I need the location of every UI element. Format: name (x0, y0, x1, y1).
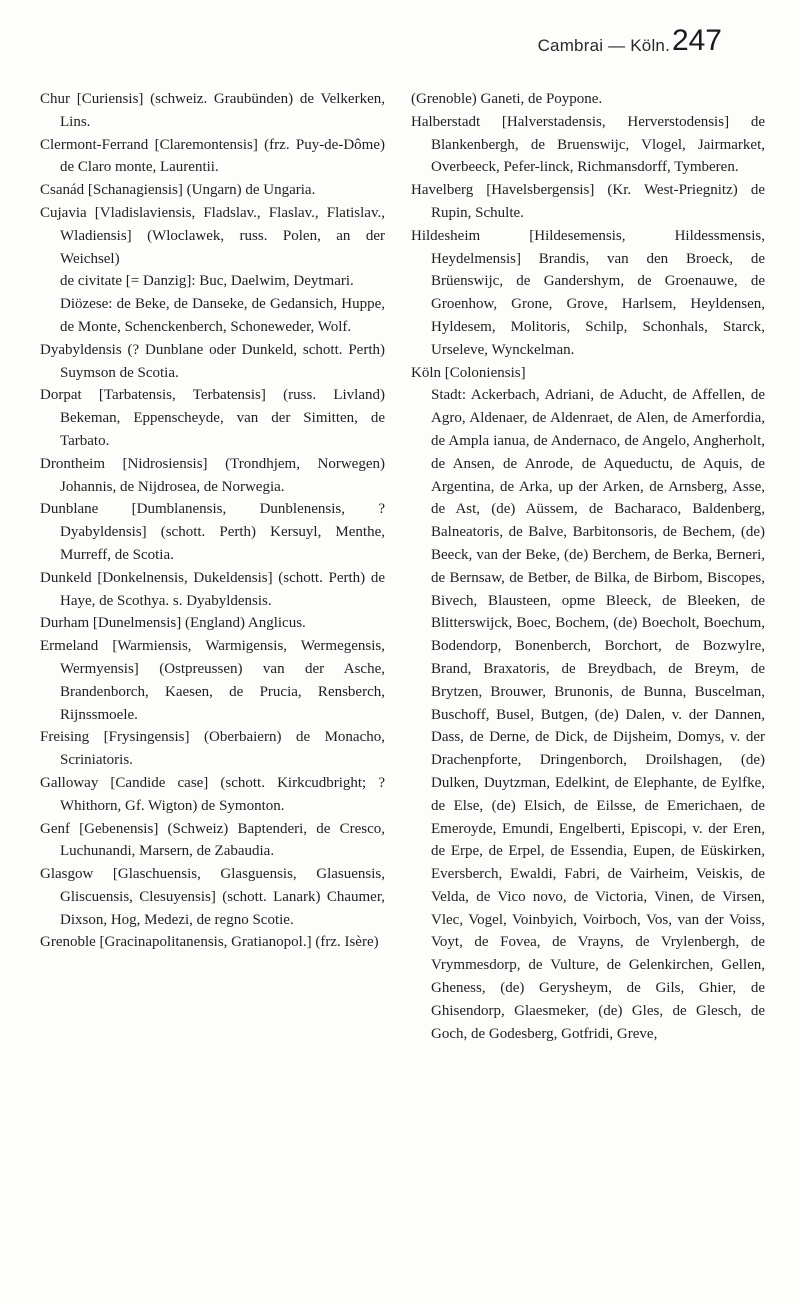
entry-koeln-stadt: Stadt: Ackerbach, Adriani, de Aducht, de Affellen, de Agro, Aldenaer, de Aldenraet, de Alen, de Amerfordia, de Ampla ianua, de Andernaco, de Angelo, Angherholt, de Ansen, de Anrode, de Aqueductu, de Aquis, de Argentina, de Arka, up der Arken, de Arnsberg, Asse, de Ast, (de) Aüssem, de Bacharaco, Baldenberg, Balneatoris, de Balve, Barbitonsoris, de Bechem, (de) Beeck, van der Beke, (de) Berchem, de Berka, Berneri, de Bernsaw, de Betber, de Bilka, de Birbom, Biscopes, Bivech, Blausteen, opme Bleeck, de Bleeken, de Blitterswijck, Boec, Bochem, (de) Boecholt, Boechum, Bodendorp, Bonenberch, Borchort, de Bozwylre, Brand, Braxatoris, de Breydbach, de Breym, de Brytzen, Brouwer, Brunonis, de Bunna, Buscelman, Buschoff, Busel, Butgen, (de) Dalen, v. der Dannen, Dass, de Derne, de Dick, de Dijsheim, Domys, v. der Drachenpforte, Dringenborch, Droilshagen, (de) Dulken, Duytzman, Edelkint, de Elephante, de Eylfke, de Else, (de) Elsich, de Eilsse, de Emerichaen, de Emeroyde, Emundi, Engelberti, Episcopi, v. der Eren, de Erpe, de Erpel, de Essendia, Eupen, de Eüskirken, Eversberch, Ewaldi, Fabri, de Vairheim, Veiskis, de Velda, de Vico novo, de Victoria, Vinen, de Virsen, Vlec, Vogel, Voinbyich, Voirboch, Vos, van der Voiss, Voyt, de Fovea, de Vrayns, de Vrylenbergh, de Vrymmesdorp, de Vulture, de Gelenkirchen, Gellen, Gheness, (de) Gerysheym, de Gils, Ghier, de Ghisendorp, Glaesmeker, (de) Gles, de Glesch, de Goch, de Godesberg, Gotfridi, Greve, (431, 387, 765, 1042)
entry-havelberg: Havelberg [Havelsbergensis] (Kr. West-Priegnitz) de Rupin, Schulte. (411, 182, 765, 221)
running-title: Cambrai — Köln. (537, 36, 670, 55)
page-header (0, 24, 800, 64)
entry-ermeland: Ermeland [Warmiensis, Warmigensis, Wermegensis, Wermyensis] (Ostpreussen) van der Asche, Brandenborch, Kaesen, de Prucia, Rensberch, Rijnssmoele. (40, 638, 385, 723)
entry-grenoble-continued: (Grenoble) Ganeti, de Poypone. (411, 91, 603, 107)
entry-clermont-ferrand: Clermont-Ferrand [Claremontensis] (frz. Puy-de-Dôme) de Claro monte, Laurentii. (40, 136, 385, 176)
entry-cujavia-civitate: de civitate [= Danzig]: Buc, Daelwim, Deytmari. (60, 273, 354, 290)
entry-freising: Freising [Frysingensis] (Oberbaiern) de Monacho, Scriniatoris. (40, 729, 385, 769)
entry-koeln: Köln [Coloniensis] (411, 364, 526, 381)
left-column (40, 88, 385, 954)
entry-drontheim: Drontheim [Nidrosiensis] (Trondhjem, Norwegen) Johannis, de Nijdrosea, de Norwegia. (40, 455, 385, 495)
right-column (411, 88, 765, 1045)
entry-genf: Genf [Gebenensis] (Schweiz) Baptenderi, de Cresco, Luchunandi, Marsern, de Zabaudia. (40, 820, 385, 860)
entry-chur: Chur [Curiensis] (schweiz. Graubünden) de Velkerken, Lins. (40, 91, 385, 130)
entry-galloway: Galloway [Candide case] (schott. Kirkcudbright; ? Whithorn, Gf. Wigton) de Symonton. (40, 774, 385, 814)
entry-dyabyldensis: Dyabyldensis (? Dunblane oder Dunkeld, schott. Perth) Suymson de Scotia. (40, 341, 385, 381)
entry-cujavia-dioezese: Diözese: de Beke, de Danseke, de Gedansich, Huppe, de Monte, Schenckenberch, Schoneweder, Wolf. (60, 296, 385, 335)
entry-durham: Durham [Dunelmensis] (England) Anglicus. (40, 615, 306, 632)
entry-grenoble: Grenoble [Gracinapolitanensis, Gratianopol.] (frz. Isère) (40, 934, 379, 951)
entry-hildesheim: Hildesheim [Hildesemensis, Hildessmensis, Heydelmensis] Brandis, van den Broeck, de Brüenswijc, de Gandershym, de Groenauwe, de Groenhow, Grone, Grove, Harlsem, Heyldensen, Hyldesem, Molitoris, Schilp, Schonhals, Starck, Urseleve, Wynckelman. (411, 227, 765, 358)
entry-halberstadt: Halberstadt [Halverstadensis, Herverstodensis] de Blankenbergh, de Bruenswijc, Vlogel, Jairmarket, Overbeeck, Pefer-linck, Richmansdorff, Tymberen. (411, 113, 765, 176)
entry-dunblane: Dunblane [Dumblanensis, Dunblenensis, ? Dyabyldensis] (schott. Perth) Kersuyl, Menthe, Murreff, de Scotia. (40, 501, 385, 563)
entry-dunkeld: Dunkeld [Donkelnensis, Dukeldensis] (schott. Perth) de Haye, de Scothya. s. Dyabyldensis. (40, 569, 385, 609)
entry-csanad: Csanád [Schanagiensis] (Ungarn) de Ungaria. (40, 182, 316, 199)
page-number: 247 (671, 24, 722, 57)
entry-cujavia: Cujavia [Vladislaviensis, Fladslav., Flaslav., Flatislav., Wladiensis] (Wloclawek, russ. Polen, an der Weichsel) (40, 204, 385, 267)
entry-glasgow: Glasgow [Glaschuensis, Glasguensis, Glasuensis, Gliscuensis, Clesuyensis] (schott. Lanark) Chaumer, Dixson, Hog, Medezi, de regno Scotie. (40, 866, 385, 928)
entry-dorpat: Dorpat [Tarbatensis, Terbatensis] (russ. Livland) Bekeman, Eppenscheyde, van der Simitten, de Tarbato. (40, 387, 385, 449)
